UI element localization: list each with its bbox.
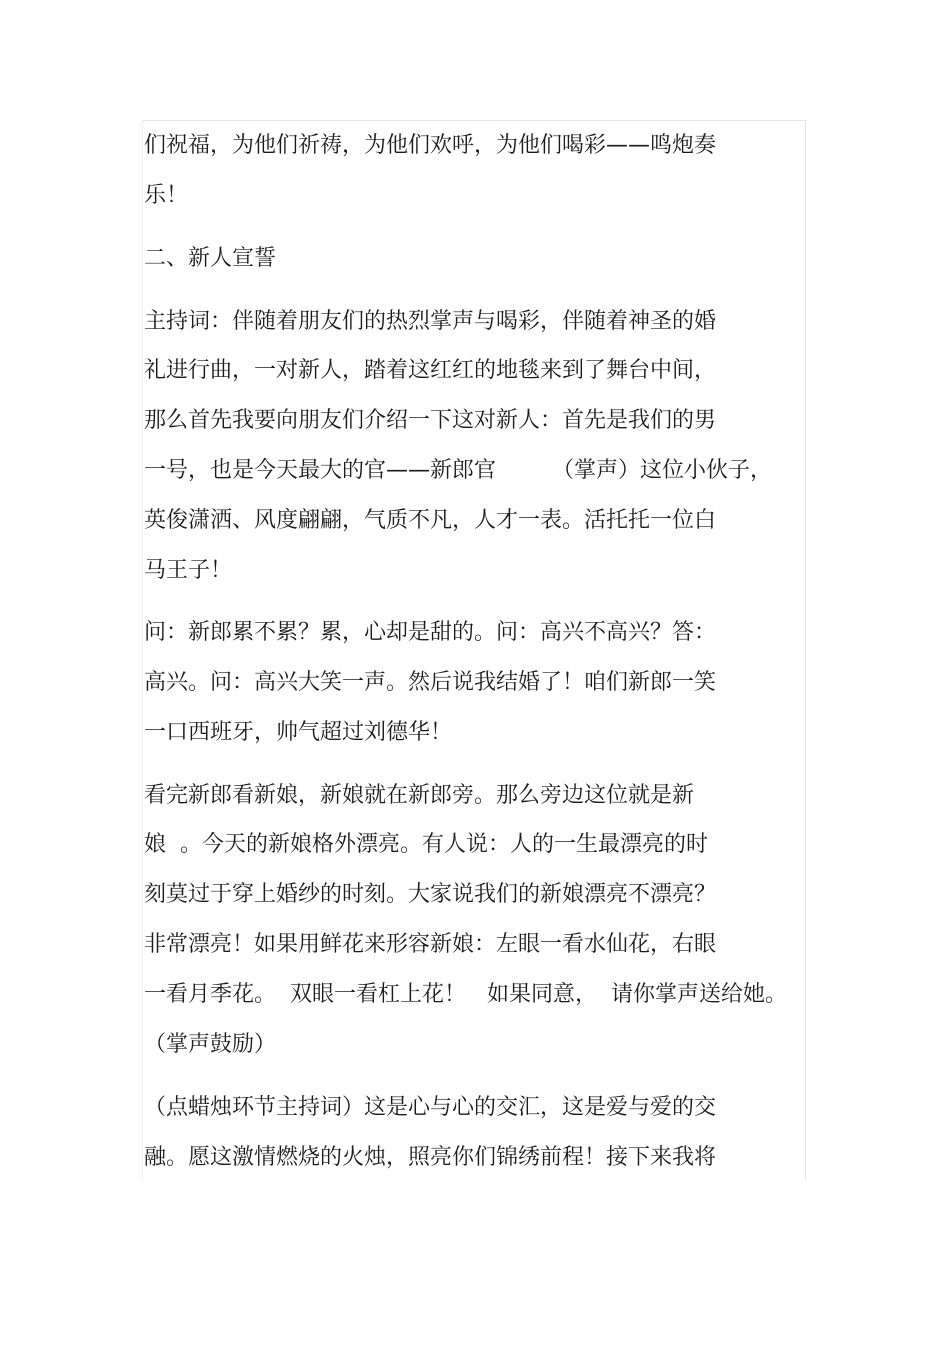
text-line: 看完新郎看新娘，新娘就在新郎旁。那么旁边这位就是新 <box>144 783 695 808</box>
text-line: 一口西班牙，帅气超过刘德华！ <box>144 720 453 745</box>
text-line: 礼进行曲，一对新人，踏着这红红的地毯来到了舞台中间， <box>144 358 717 383</box>
text-line: （掌声鼓励） <box>144 1032 277 1057</box>
text-line: 问：新郎累不累？累，心却是甜的。问：高兴不高兴？答： <box>144 620 717 645</box>
page-frame <box>142 120 806 1180</box>
text-line: 一看月季花。 双眼一看杠上花！ 如果同意， 请你掌声送给她。 <box>144 982 787 1007</box>
text-line: 英俊潇洒、风度翩翩，气质不凡，人才一表。活托托一位白 <box>144 508 717 533</box>
text-line: 们祝福，为他们祈祷，为他们欢呼，为他们喝彩——鸣炮奏 <box>144 133 717 158</box>
text-line: 一号，也是今天最大的官——新郎官 （掌声）这位小伙子， <box>144 458 772 483</box>
section-heading: 二、新人宣誓 <box>144 246 277 271</box>
text-line: 高兴。问：高兴大笑一声。然后说我结婚了！咱们新郎一笑 <box>144 670 717 695</box>
text-line: （点蜡烛环节主持词）这是心与心的交汇，这是爱与爱的交 <box>144 1095 717 1120</box>
text-line: 非常漂亮！如果用鲜花来形容新娘：左眼一看水仙花，右眼 <box>144 932 717 957</box>
text-line: 那么首先我要向朋友们介绍一下这对新人：首先是我们的男 <box>144 408 717 433</box>
text-line: 主持词：伴随着朋友们的热烈掌声与喝彩，伴随着神圣的婚 <box>144 309 717 334</box>
text-line: 马王子！ <box>144 558 233 583</box>
text-line: 娘 。今天的新娘格外漂亮。有人说：人的一生最漂亮的时 <box>144 832 708 857</box>
text-line: 刻莫过于穿上婚纱的时刻。大家说我们的新娘漂亮不漂亮？ <box>144 882 717 907</box>
text-line: 融。愿这激情燃烧的火烛，照亮你们锦绣前程！接下来我将 <box>144 1145 717 1170</box>
text-line: 乐！ <box>144 183 189 208</box>
